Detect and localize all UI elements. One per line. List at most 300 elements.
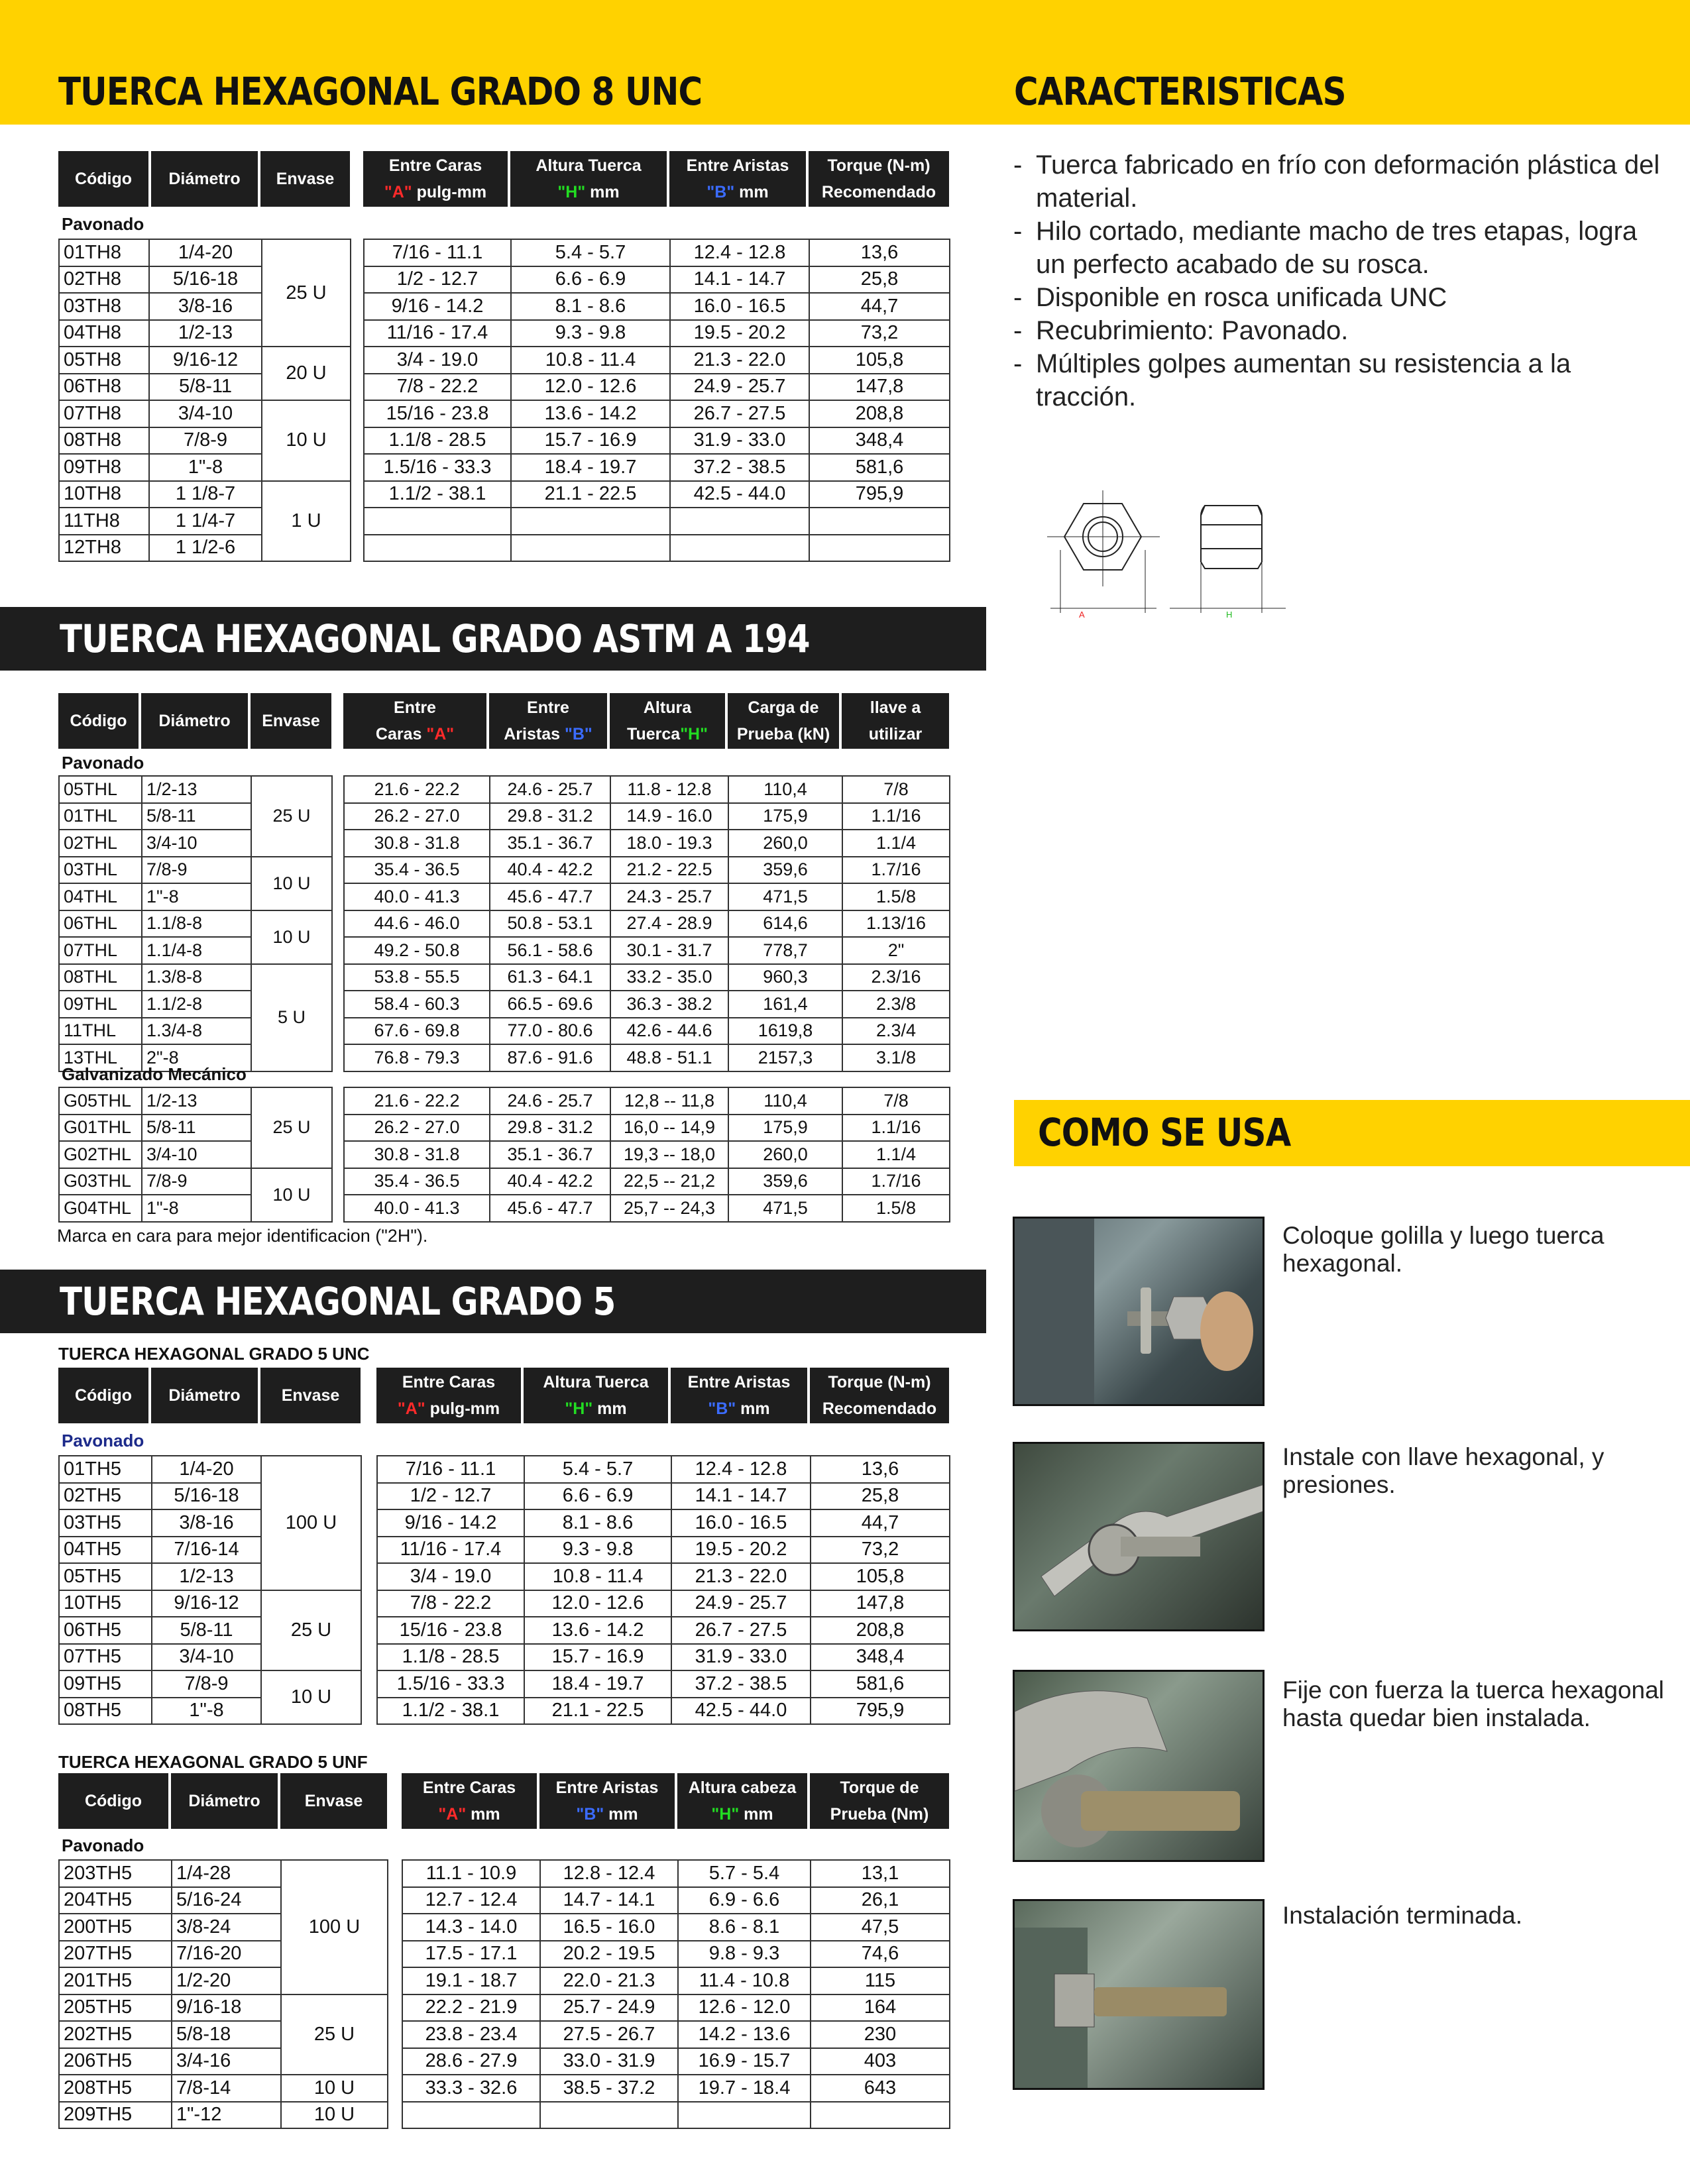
table-cell: 161,4 (728, 991, 842, 1018)
col-codigo: Código (58, 1773, 171, 1829)
table-cell: 19.7 - 18.4 (678, 2075, 811, 2102)
table-cell: 12.7 - 12.4 (402, 1887, 540, 1914)
table-cell: 12.4 - 12.8 (670, 239, 809, 266)
astm-title: TUERCA HEXAGONAL GRADO ASTM A 194 (60, 616, 810, 661)
table-row: 04TH8 1/2-13 (59, 320, 351, 347)
table-cell: 13,6 (811, 1456, 950, 1483)
list-item: - Recubrimiento: Pavonado. (1011, 314, 1667, 347)
table-cell: 164 (811, 1994, 950, 2022)
col-diametro: Diámetro (151, 151, 260, 207)
table-cell: 33.3 - 32.6 (402, 2075, 540, 2102)
table-cell: 11.1 - 10.9 (402, 1860, 540, 1887)
table-cell: 795,9 (811, 1698, 950, 1725)
table-cell: 44,7 (809, 293, 950, 320)
list-item: - Tuerca fabricado en frío con deformación plástica del material. (1011, 148, 1667, 215)
table-cell: 44,7 (811, 1509, 950, 1537)
table-row (364, 293, 950, 320)
table-row (377, 1644, 950, 1671)
table-cell: 12,8 -- 11,8 (610, 1087, 728, 1115)
table-cell (670, 535, 809, 562)
table-cell: 6.9 - 6.6 (678, 1887, 811, 1914)
table-row (344, 1018, 950, 1045)
col-envase: Envase (260, 151, 350, 207)
col-diametro: Diámetro (171, 1773, 280, 1829)
table-cell: 21.3 - 22.0 (670, 347, 809, 374)
table-cell: 1.1/2 - 38.1 (377, 1698, 524, 1725)
table-cell: 49.2 - 50.8 (344, 937, 490, 964)
table-cell: 14.1 - 14.7 (670, 266, 809, 294)
table-cell: 9.8 - 9.3 (678, 1941, 811, 1968)
table-cell: 581,6 (809, 454, 950, 481)
table-cell: 3.1/8 (842, 1044, 950, 1071)
table-cell: 31.9 - 33.0 (671, 1644, 811, 1671)
table-cell: 25,7 -- 24,3 (610, 1195, 728, 1222)
table-cell: 1619,8 (728, 1018, 842, 1045)
col-envase: Envase (280, 1773, 387, 1829)
astm-galv-data-table (343, 1087, 950, 1223)
table-row (402, 1941, 950, 1968)
table-cell: 8.6 - 8.1 (678, 1914, 811, 1941)
table-cell: 21.1 - 22.5 (511, 481, 670, 508)
table-cell: 8.1 - 8.6 (524, 1509, 671, 1537)
table-row (344, 1115, 950, 1142)
table-row (402, 1967, 950, 1994)
table-cell: 25,8 (811, 1483, 950, 1510)
table-cell: 5.4 - 5.7 (524, 1456, 671, 1483)
table-cell: 6.6 - 6.9 (524, 1483, 671, 1510)
g5unf-header-left (58, 1773, 387, 1829)
table-cell: 1.5/8 (842, 883, 950, 910)
table-cell: 1.1/4 (842, 1141, 950, 1168)
table-cell: 24.6 - 25.7 (490, 1087, 610, 1115)
step4-text: Instalación terminada. (1282, 1902, 1522, 1929)
table-cell: 47,5 (811, 1914, 950, 1941)
table-row (344, 776, 950, 803)
table-cell: 110,4 (728, 776, 842, 803)
table-cell: 14.9 - 16.0 (610, 803, 728, 830)
table-cell: 105,8 (809, 347, 950, 374)
table-cell: 40.0 - 41.3 (344, 883, 490, 910)
table-row (344, 803, 950, 830)
table-row (377, 1563, 950, 1590)
g8-data-table (363, 239, 950, 562)
table-cell: 24.6 - 25.7 (490, 776, 610, 803)
table-cell: 36.3 - 38.2 (610, 991, 728, 1018)
table-cell (811, 2102, 950, 2129)
table-cell: 581,6 (811, 1670, 950, 1698)
step2-text: Instale con llave hexagonal, y presiones. (1282, 1443, 1605, 1498)
table-row (377, 1509, 950, 1537)
table-cell: 115 (811, 1967, 950, 1994)
table-cell: 2157,3 (728, 1044, 842, 1071)
table-cell: 12.0 - 12.6 (511, 374, 670, 401)
table-cell: 348,4 (811, 1644, 950, 1671)
table-cell (511, 508, 670, 535)
table-cell: 359,6 (728, 1168, 842, 1195)
col-envase: Envase (251, 693, 331, 749)
grade5-unf-subtitle: TUERCA HEXAGONAL GRADO 5 UNF (58, 1752, 368, 1772)
table-cell: 1.1/8 - 28.5 (377, 1644, 524, 1671)
table-row (377, 1590, 950, 1617)
table-cell: 9/16 - 14.2 (377, 1509, 524, 1537)
table-row: 07TH8 3/4-10 10 U (59, 400, 351, 427)
table-row (344, 1195, 950, 1222)
table-row (364, 535, 950, 562)
grade8-title: TUERCA HEXAGONAL GRADO 8 UNC (58, 69, 703, 114)
table-row (344, 1168, 950, 1195)
table-cell: 10.8 - 11.4 (524, 1563, 671, 1590)
g5unc-header-right (376, 1368, 949, 1423)
table-cell: 42.5 - 44.0 (670, 481, 809, 508)
table-cell: 18.4 - 19.7 (511, 454, 670, 481)
table-row (364, 508, 950, 535)
table-cell: 16,0 -- 14,9 (610, 1115, 728, 1142)
table-row (402, 1860, 950, 1887)
table-cell: 12.0 - 12.6 (524, 1590, 671, 1617)
astm-group-galvanizado: Galvanizado Mecánico (62, 1064, 247, 1084)
table-cell: 12.6 - 12.0 (678, 1994, 811, 2022)
table-cell: 73,2 (809, 320, 950, 347)
table-cell: 37.2 - 38.5 (670, 454, 809, 481)
table-cell: 20.2 - 19.5 (540, 1941, 678, 1968)
table-cell: 1.13/16 (842, 910, 950, 938)
table-cell: 37.2 - 38.5 (671, 1670, 811, 1698)
table-cell: 25.7 - 24.9 (540, 1994, 678, 2022)
table-cell: 18.0 - 19.3 (610, 830, 728, 857)
table-cell (670, 508, 809, 535)
table-cell: 13.6 - 14.2 (511, 400, 670, 427)
table-row: 10TH8 1 1/8-7 1 U (59, 481, 351, 508)
table-cell: 5.7 - 5.4 (678, 1860, 811, 1887)
table-cell: 25,8 (809, 266, 950, 294)
col-torque: Torque (N-m) Recomendado (809, 151, 949, 207)
g5unf-header-right (402, 1773, 949, 1829)
table-cell: 7/16 - 11.1 (364, 239, 511, 266)
table-cell: 1.5/8 (842, 1195, 950, 1222)
g5unc-group-pavonado: Pavonado (62, 1431, 144, 1450)
table-cell: 13,6 (809, 239, 950, 266)
g5unc-code-table: 01TH5 1/4-20 100 U 02TH5 5/16-18 03TH5 3/8-16 04TH5 7/16-14 05TH5 1/2-13 10TH5 9/16-12 25 U 06TH5 5/8-11 07TH5 3/4-10 09TH5 7/8-9 10 U 08TH5 1"-8 (58, 1455, 362, 1725)
table-row (364, 454, 950, 481)
g8-code-table (58, 239, 351, 562)
table-cell (678, 2102, 811, 2129)
table-cell: 22,5 -- 21,2 (610, 1168, 728, 1195)
table-cell: 30.8 - 31.8 (344, 830, 490, 857)
astm-data-table (343, 775, 950, 1072)
table-cell: 260,0 (728, 1141, 842, 1168)
table-row (377, 1617, 950, 1644)
table-row (402, 2102, 950, 2129)
table-cell: 17.5 - 17.1 (402, 1941, 540, 1968)
table-cell: 21.6 - 22.2 (344, 1087, 490, 1115)
table-cell: 16.0 - 16.5 (671, 1509, 811, 1537)
table-cell: 471,5 (728, 1195, 842, 1222)
table-row (377, 1537, 950, 1564)
table-cell: 42.6 - 44.6 (610, 1018, 728, 1045)
table-cell: 13.6 - 14.2 (524, 1617, 671, 1644)
col-entre-caras: Entre Caras "A" pulg-mm (376, 1368, 524, 1423)
table-cell: 260,0 (728, 830, 842, 857)
table-cell: 13,1 (811, 1860, 950, 1887)
col-torque-prueba: Torque de Prueba (Nm) (810, 1773, 949, 1829)
table-cell: 40.4 - 42.2 (490, 857, 610, 884)
table-cell: 44.6 - 46.0 (344, 910, 490, 938)
table-row (364, 347, 950, 374)
table-row (344, 964, 950, 991)
table-cell: 33.2 - 35.0 (610, 964, 728, 991)
table-cell: 76.8 - 79.3 (344, 1044, 490, 1071)
table-cell: 7/16 - 11.1 (377, 1456, 524, 1483)
table-row (402, 1994, 950, 2022)
table-cell: 359,6 (728, 857, 842, 884)
table-cell: 74,6 (811, 1941, 950, 1968)
table-cell: 14.2 - 13.6 (678, 2021, 811, 2048)
table-cell: 2.3/4 (842, 1018, 950, 1045)
table-cell: 16.5 - 16.0 (540, 1914, 678, 1941)
features-title: CARACTERISTICAS (1014, 69, 1346, 114)
col-entre-aristas: Entre Aristas "B" mm (669, 151, 809, 207)
table-row (364, 427, 950, 455)
table-cell: 2.3/16 (842, 964, 950, 991)
table-cell: 105,8 (811, 1563, 950, 1590)
table-cell: 1.7/16 (842, 1168, 950, 1195)
table-cell: 73,2 (811, 1537, 950, 1564)
table-cell: 21.6 - 22.2 (344, 776, 490, 803)
table-cell: 18.4 - 19.7 (524, 1670, 671, 1698)
g5unf-group-pavonado: Pavonado (62, 1835, 144, 1855)
table-cell: 14.3 - 14.0 (402, 1914, 540, 1941)
table-cell: 3/4 - 19.0 (377, 1563, 524, 1590)
table-cell: 50.8 - 53.1 (490, 910, 610, 938)
table-cell: 778,7 (728, 937, 842, 964)
table-cell: 35.4 - 36.5 (344, 857, 490, 884)
table-row (402, 2021, 950, 2048)
table-cell: 2.3/8 (842, 991, 950, 1018)
table-cell: 48.8 - 51.1 (610, 1044, 728, 1071)
g8-header-right (363, 151, 949, 207)
table-cell: 35.4 - 36.5 (344, 1168, 490, 1195)
table-cell: 40.0 - 41.3 (344, 1195, 490, 1222)
table-cell: 7/8 (842, 1087, 950, 1115)
list-item: - Disponible en rosca unificada UNC (1011, 281, 1667, 314)
table-cell: 19.5 - 20.2 (671, 1537, 811, 1564)
grade5-title: TUERCA HEXAGONAL GRADO 5 (60, 1279, 616, 1324)
table-cell: 22.2 - 21.9 (402, 1994, 540, 2022)
table-cell: 15.7 - 16.9 (511, 427, 670, 455)
table-row (344, 1044, 950, 1071)
step1-photo (1013, 1217, 1265, 1406)
table-cell: 87.6 - 91.6 (490, 1044, 610, 1071)
table-cell: 147,8 (809, 374, 950, 401)
table-cell: 11/16 - 17.4 (364, 320, 511, 347)
table-cell: 7/8 (842, 776, 950, 803)
table-cell: 2" (842, 937, 950, 964)
table-row: 03TH8 3/8-16 (59, 293, 351, 320)
col-altura-cabeza: Altura cabeza "H" mm (677, 1773, 810, 1829)
table-cell: 11/16 - 17.4 (377, 1537, 524, 1564)
table-row (344, 830, 950, 857)
table-cell: 35.1 - 36.7 (490, 830, 610, 857)
table-row (344, 991, 950, 1018)
table-row (402, 1914, 950, 1941)
table-cell (364, 508, 511, 535)
table-cell: 61.3 - 64.1 (490, 964, 610, 991)
table-cell: 21.2 - 22.5 (610, 857, 728, 884)
list-item: - Múltiples golpes aumentan su resistencia a la tracción. (1011, 347, 1667, 413)
table-row: 08TH8 7/8-9 (59, 427, 351, 455)
col-entre-caras: Entre Caras "A" (343, 693, 489, 749)
g5unc-data-table (376, 1455, 950, 1725)
table-cell: 29.8 - 31.2 (490, 1115, 610, 1142)
table-row: 12TH8 1 1/2-6 (59, 535, 351, 562)
col-entre-caras: Entre Caras "A" mm (402, 1773, 539, 1829)
table-cell: 38.5 - 37.2 (540, 2075, 678, 2102)
table-row (344, 1087, 950, 1115)
col-torque: Torque (N-m) Recomendado (810, 1368, 949, 1423)
table-cell: 7/8 - 22.2 (377, 1590, 524, 1617)
table-cell (809, 535, 950, 562)
table-cell: 24.3 - 25.7 (610, 883, 728, 910)
table-row: 02TH8 5/16-18 (59, 266, 351, 294)
table-cell: 1/2 - 12.7 (364, 266, 511, 294)
dim-h-label: H (1226, 610, 1233, 620)
table-cell: 16.0 - 16.5 (670, 293, 809, 320)
table-cell: 21.3 - 22.0 (671, 1563, 811, 1590)
dim-a-label: A (1079, 610, 1085, 620)
table-cell: 45.6 - 47.7 (490, 1195, 610, 1222)
table-cell: 175,9 (728, 803, 842, 830)
table-cell: 1.1/16 (842, 1115, 950, 1142)
table-cell: 1.1/4 (842, 830, 950, 857)
table-cell: 15/16 - 23.8 (377, 1617, 524, 1644)
table-cell: 19.5 - 20.2 (670, 320, 809, 347)
table-cell (511, 535, 670, 562)
table-cell: 175,9 (728, 1115, 842, 1142)
col-codigo: Código (58, 151, 151, 207)
table-row (344, 937, 950, 964)
table-row (344, 883, 950, 910)
g5unf-code-table: 203TH5 1/4-28 100 U 204TH5 5/16-24 200TH5 3/8-24 207TH5 7/16-20 201TH5 1/2-20 205TH5 9/16-18 25 U 202TH5 5/8-18 206TH5 3/4-16 208TH5 7/8-14 10 U 209TH5 1"-12 10 U (58, 1859, 388, 2129)
table-cell: 31.9 - 33.0 (670, 427, 809, 455)
table-cell: 77.0 - 80.6 (490, 1018, 610, 1045)
astm-code-table: 05THL 1/2-13 25 U 01THL 5/8-11 02THL 3/4-10 03THL 7/8-9 10 U 04THL 1"-8 06THL 1.1/8-8 10 U 07THL 1.1/4-8 08THL 1.3/8-8 5 U 09THL 1.1/2-8 11THL 1.3/4-8 13THL 2"-8 (58, 775, 333, 1072)
table-cell: 1/2 - 12.7 (377, 1483, 524, 1510)
step4-photo (1013, 1899, 1265, 2090)
table-cell: 14.1 - 14.7 (671, 1483, 811, 1510)
table-cell: 1.1/16 (842, 803, 950, 830)
table-cell: 28.6 - 27.9 (402, 2048, 540, 2075)
col-carga-prueba: Carga de Prueba (kN) (728, 693, 842, 749)
table-cell: 40.4 - 42.2 (490, 1168, 610, 1195)
nut-diagram (1027, 464, 1306, 629)
table-cell: 6.6 - 6.9 (511, 266, 670, 294)
table-cell: 16.9 - 15.7 (678, 2048, 811, 2075)
table-cell: 795,9 (809, 481, 950, 508)
table-cell: 11.4 - 10.8 (678, 1967, 811, 1994)
step1-text: Coloque golilla y luego tuerca hexagonal. (1282, 1222, 1605, 1277)
step3-text: Fije con fuerza la tuerca hexagonal hasta quedar bien instalada. (1282, 1676, 1664, 1731)
table-cell: 1.7/16 (842, 857, 950, 884)
table-cell: 9/16 - 14.2 (364, 293, 511, 320)
table-cell: 14.7 - 14.1 (540, 1887, 678, 1914)
table-cell: 614,6 (728, 910, 842, 938)
table-cell: 26.7 - 27.5 (671, 1617, 811, 1644)
table-cell: 403 (811, 2048, 950, 2075)
table-cell: 45.6 - 47.7 (490, 883, 610, 910)
astm-group-pavonado: Pavonado (62, 753, 144, 773)
table-cell: 29.8 - 31.2 (490, 803, 610, 830)
col-codigo: Código (58, 693, 141, 749)
table-cell: 19,3 -- 18,0 (610, 1141, 728, 1168)
col-entre-aristas: Entre Aristas "B" mm (539, 1773, 677, 1829)
table-cell: 1.1/8 - 28.5 (364, 427, 511, 455)
table-row (377, 1670, 950, 1698)
table-row (402, 1887, 950, 1914)
table-cell (364, 535, 511, 562)
table-cell: 35.1 - 36.7 (490, 1141, 610, 1168)
table-cell: 10.8 - 11.4 (511, 347, 670, 374)
col-codigo: Código (58, 1368, 151, 1423)
table-row (344, 1141, 950, 1168)
table-cell: 22.0 - 21.3 (540, 1967, 678, 1994)
astm-galv-code-table: G05THL 1/2-13 25 U G01THL 5/8-11 G02THL 3/4-10 G03THL 7/8-9 10 U G04THL 1"-8 (58, 1087, 333, 1223)
table-cell: 58.4 - 60.3 (344, 991, 490, 1018)
table-cell: 15.7 - 16.9 (524, 1644, 671, 1671)
list-item: - Hilo cortado, mediante macho de tres etapas, logra un perfecto acabado de su rosca. (1011, 215, 1667, 281)
features-list (1011, 148, 1667, 413)
col-altura-tuerca: Altura Tuerca"H" (610, 693, 728, 749)
table-row: 05TH8 9/16-12 20 U (59, 347, 351, 374)
table-row (364, 239, 950, 266)
table-cell: 15/16 - 23.8 (364, 400, 511, 427)
table-cell: 3/4 - 19.0 (364, 347, 511, 374)
table-cell: 23.8 - 23.4 (402, 2021, 540, 2048)
table-row: 06TH8 5/8-11 (59, 374, 351, 401)
table-cell: 26.2 - 27.0 (344, 1115, 490, 1142)
nut-hex-side (1201, 506, 1262, 569)
grade5-unc-subtitle: TUERCA HEXAGONAL GRADO 5 UNC (58, 1344, 370, 1364)
table-cell: 26,1 (811, 1887, 950, 1914)
table-cell: 67.6 - 69.8 (344, 1018, 490, 1045)
table-cell: 960,3 (728, 964, 842, 991)
step2-photo (1013, 1442, 1265, 1631)
table-row (364, 481, 950, 508)
astm-note: Marca en cara para mejor identificacion ("2H"). (57, 1226, 428, 1246)
table-cell: 53.8 - 55.5 (344, 964, 490, 991)
table-row (377, 1456, 950, 1483)
table-row (402, 2048, 950, 2075)
table-cell: 643 (811, 2075, 950, 2102)
table-cell: 12.4 - 12.8 (671, 1456, 811, 1483)
usage-title: COMO SE USA (1038, 1110, 1291, 1155)
table-cell: 1.1/2 - 38.1 (364, 481, 511, 508)
table-cell: 5.4 - 5.7 (511, 239, 670, 266)
table-cell: 8.1 - 8.6 (511, 293, 670, 320)
table-cell: 348,4 (809, 427, 950, 455)
table-cell: 24.9 - 25.7 (671, 1590, 811, 1617)
table-cell: 27.4 - 28.9 (610, 910, 728, 938)
table-cell: 27.5 - 26.7 (540, 2021, 678, 2048)
table-row: 11TH8 1 1/4-7 (59, 508, 351, 535)
table-cell: 56.1 - 58.6 (490, 937, 610, 964)
table-row (344, 910, 950, 938)
g8-header-left (58, 151, 350, 207)
astm-header-left (58, 693, 331, 749)
table-cell: 230 (811, 2021, 950, 2048)
table-row (364, 400, 950, 427)
table-cell: 12.8 - 12.4 (540, 1860, 678, 1887)
table-cell (809, 508, 950, 535)
